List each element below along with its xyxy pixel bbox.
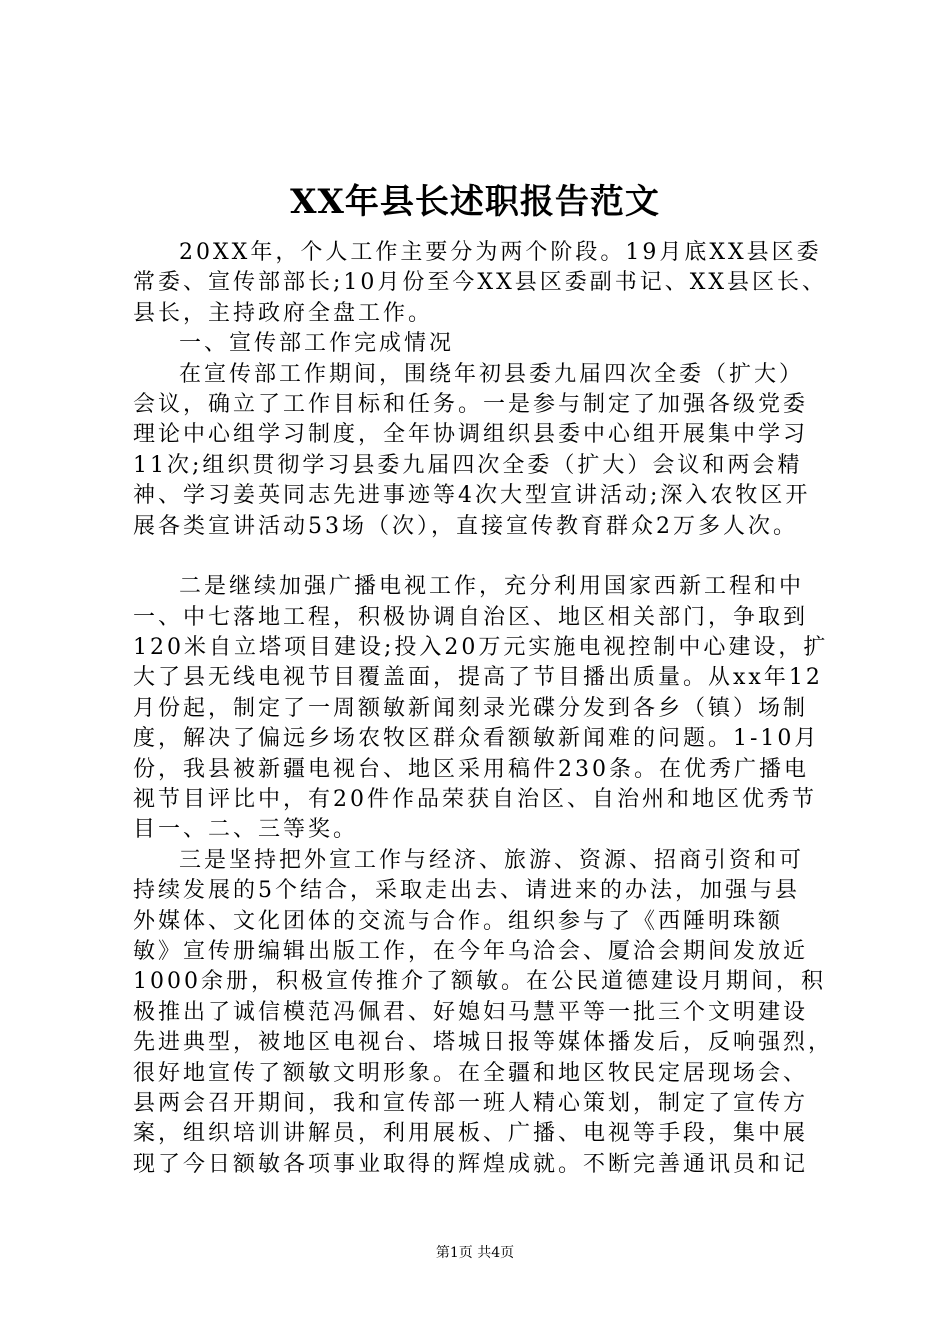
text-line: 理论中心组学习制度，全年协调组织县委中心组开展集中学习 bbox=[133, 422, 809, 448]
text-line: 三是坚持把外宣工作与经济、旅游、资源、招商引资和可 bbox=[179, 847, 805, 873]
text-line: 20XX年，个人工作主要分为两个阶段。19月底XX县区委 bbox=[179, 240, 822, 265]
text-line: 在宣传部工作期间，围绕年初县委九届四次全委（扩大） bbox=[179, 361, 805, 387]
text-line: 一、中七落地工程，积极协调自治区、地区相关部门，争取到 bbox=[133, 604, 809, 630]
text-line: 现了今日额敏各项事业取得的辉煌成就。不断完善通讯员和记 bbox=[133, 1151, 809, 1177]
document-body bbox=[133, 238, 838, 1180]
text-line: 11次;组织贯彻学习县委九届四次全委（扩大）会议和两会精 bbox=[133, 452, 803, 478]
paragraph-propaganda bbox=[133, 360, 838, 542]
text-line: 常委、宣传部部长;10月份至今XX县区委副书记、XX县区长、 bbox=[133, 270, 828, 296]
paragraph-external-publicity bbox=[133, 846, 838, 1180]
section-heading bbox=[133, 329, 838, 359]
text-line: 1000余册，积极宣传推介了额敏。在公民道德建设月期间，积 bbox=[133, 969, 826, 995]
paragraph-broadcasting bbox=[133, 572, 838, 846]
text-line: 度，解决了偏远乡场农牧区群众看额敏新闻难的问题。1-10月 bbox=[133, 726, 820, 752]
text-line: 展各类宣讲活动53场（次），直接宣传教育群众2万多人次。 bbox=[133, 513, 798, 539]
paragraph-intro bbox=[133, 238, 838, 329]
text-line: 持续发展的5个结合，采取走出去、请进来的办法，加强与县 bbox=[133, 878, 800, 904]
text-line: 县两会召开期间，我和宣传部一班人精心策划，制定了宣传方 bbox=[133, 1090, 809, 1116]
page-footer: 第1页 共4页 bbox=[435, 1245, 515, 1261]
text-line: 120米自立塔项目建设;投入20万元实施电视控制中心建设，扩 bbox=[133, 635, 829, 661]
text-line: 二是继续加强广播电视工作，充分利用国家西新工程和中 bbox=[179, 574, 805, 600]
text-line: 先进典型，被地区电视台、塔城日报等媒体播发后，反响强烈， bbox=[133, 1030, 834, 1056]
text-line: 很好地宣传了额敏文明形象。在全疆和地区牧民定居现场会、 bbox=[133, 1060, 809, 1086]
document-title: XX年县长述职报告范文 bbox=[290, 182, 660, 222]
text-line: 目一、二、三等奖。 bbox=[133, 817, 359, 843]
text-line: 份，我县被新疆电视台、地区采用稿件230条。在优秀广播电 bbox=[133, 756, 809, 782]
section-heading-text: 一、宣传部工作完成情况 bbox=[179, 331, 455, 357]
text-line: 神、学习姜英同志先进事迹等4次大型宣讲活动;深入农牧区开 bbox=[133, 483, 811, 509]
text-line: 外媒体、文化团体的交流与合作。组织参与了《西陲明珠额 bbox=[133, 908, 784, 934]
text-line: 敏》宣传册编辑出版工作，在今年乌洽会、厦洽会期间发放近 bbox=[133, 938, 809, 964]
text-line: 会议，确立了工作目标和任务。一是参与制定了加强各级党委 bbox=[133, 391, 809, 417]
text-line: 极推出了诚信模范冯佩君、好媳妇马慧平等一批三个文明建设 bbox=[133, 999, 809, 1025]
text-line: 视节目评比中，有20件作品荣获自治区、自治州和地区优秀节 bbox=[133, 787, 817, 813]
text-line: 大了县无线电视节目覆盖面，提高了节目播出质量。从xx年12 bbox=[133, 665, 823, 691]
paragraph-spacer bbox=[133, 542, 838, 572]
text-line: 案，组织培训讲解员，利用展板、广播、电视等手段，集中展 bbox=[133, 1121, 809, 1147]
text-line: 县长，主持政府全盘工作。 bbox=[133, 300, 434, 326]
text-line: 月份起，制定了一周额敏新闻刻录光碟分发到各乡（镇）场制 bbox=[133, 695, 809, 721]
